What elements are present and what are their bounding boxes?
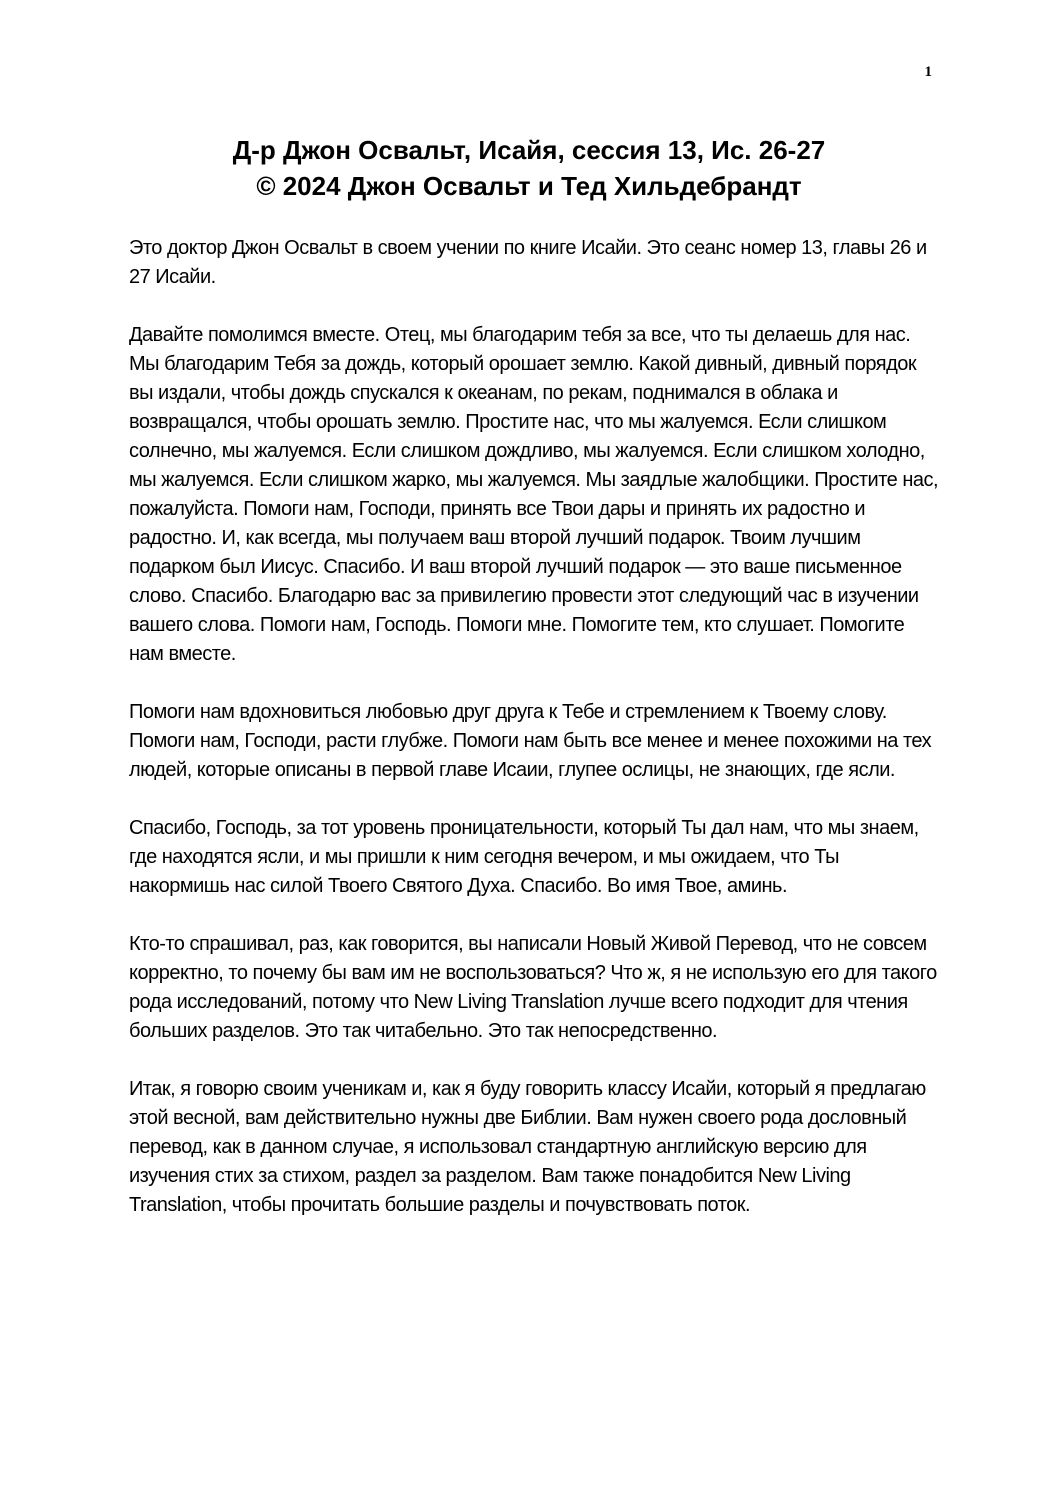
document-title [0,132,1058,204]
page-number: 1 [924,64,932,80]
document-body [129,234,939,1249]
paragraph-prayer-closing: Спасибо, Господь, за тот уровень проницательности, который Ты дал нам, что мы знаем, где находятся ясли, и мы пришли к ним сегодня вечером, и мы ожидаем, что Ты накормишь нас силой Твоего Святого Духа. Спасибо. Во имя Твое, аминь. [129,817,919,897]
paragraph-prayer: Давайте помолимся вместе. Отец, мы благодарим тебя за все, что ты делаешь для нас. Мы благодарим Тебя за дождь, который орошает землю. Какой дивный, дивный порядок вы издали, чтобы дождь спускался к океанам, по рекам, поднимался в облака и возвращался, чтобы орошать землю. Простите нас, что мы жалуемся. Если слишком солнечно, мы жалуемся. Если слишком дождливо, мы жалуемся. Если слишком холодно, мы жалуемся. Если слишком жарко, мы жалуемся. Мы заядлые жалобщики. Простите нас, пожалуйста. Помоги нам, Господи, принять все Твои дары и принять их радостно и радостно. И, как всегда, мы получаем ваш второй лучший подарок. Твоим лучшим подарком был Иисус. Спасибо. И ваш второй лучший подарок — это ваше письменное слово. Спасибо. Благодарю вас за привилегию провести этот следующий час в изучении вашего слова. Помоги нам, Господь. Помоги мне. Помогите тем, кто слушает. Помогите нам вместе. [129,324,939,665]
paragraph-prayer-continued: Помоги нам вдохновиться любовью друг друга к Тебе и стремлением к Твоему слову. Помоги нам, Господи, расти глубже. Помоги нам быть все менее и менее похожими на тех людей, которые описаны в первой главе Исаии, глупее ослицы, не знающих, где ясли. [129,701,932,781]
paragraph-translation-question: Кто-то спрашивал, раз, как говорится, вы написали Новый Живой Перевод, что не совсем корректно, то почему бы вам им не воспользоваться? Что ж, я не использую его для такого рода исследований, потому что New Living Translation лучше всего подходит для чтения больших разделов. Это так читабельно. Это так непосредственно. [129,933,937,1042]
paragraph-intro: Это доктор Джон Освальт в своем учении по книге Исайи. Это сеанс номер 13, главы 26 и 27 Исайи. [129,237,927,288]
title-line-2: © 2024 Джон Освальт и Тед Хильдебрандт [256,171,802,201]
title-line-1: Д-р Джон Освальт, Исайя, сессия 13, Ис. 26-27 [232,135,826,165]
paragraph-two-bibles: Итак, я говорю своим ученикам и, как я буду говорить классу Исайи, который я предлагаю этой весной, вам действительно нужны две Библии. Вам нужен своего рода дословный перевод, как в данном случае, я использовал стандартную английскую версию для изучения стих за стихом, раздел за разделом. Вам также понадобится New Living Translation, чтобы прочитать большие разделы и почувствовать поток. [129,1078,926,1216]
